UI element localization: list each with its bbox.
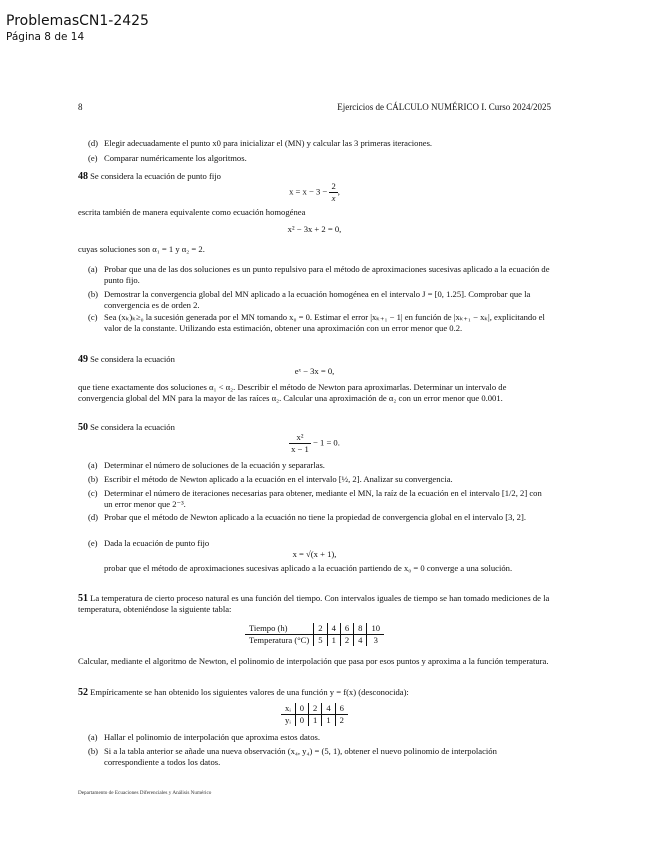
problem-50-fixed-point-text: probar que el método de aproximaciones sucesivas aplicado a la ecuación partiendo de x₀ = 0 converge a una solución. [104,563,513,573]
problem-52-intro: 52 Empíricamente se han obtenido los siguientes valores de una función y = f(x) (desconocida): [78,687,409,698]
problem-50-item-a: (a) Determinar el número de soluciones de la ecuación y separarlas. [88,460,325,470]
problem-50-item-d: (d) Probar que el método de Newton aplicado a la ecuación no tiene la propiedad de convergencia global en el intervalo [3, 2]. [88,512,526,522]
problem-48-intro: 48 Se considera la ecuación de punto fijo [78,171,221,182]
running-head [78,102,551,113]
problem-49-intro: 49 Se considera la ecuación [78,354,175,365]
problem-49-equation: eˣ − 3x = 0, [294,366,335,376]
problem-51-intro: 51 La temperatura de cierto proceso natural es una función del tiempo. Con intervalos iguales de tiempo se han tomado mediciones de la temperatura, obteniéndose la siguiente tabla: [78,593,550,614]
page-indicator: Página 8 de 14 [6,31,85,43]
problem-48-equation: x = x − 3 − $\frac{2}{x}$ , [289,181,340,203]
problem-50-equation: $\frac{\text{x²}}{x - 1}$ − 1 = 0. [291,432,340,454]
page-footer: Departamento de Ecuaciones Diferenciales y Análisis Numérico [78,790,212,796]
problem-48-item-a: (a) Probar que una de las dos soluciones es un punto repulsivo para el método de aproximaciones sucesivas aplicado a la ecuación de punto fijo. [88,264,550,285]
problem-49-text2: que tiene exactamente dos soluciones α₁ < α₂. Describir el método de Newton para aproximarlas. Determinar un intervalo de convergencia global del MN para la mayor de las raíces α₂. Calcular una aproximación de α₂ con un error menor que 0.001. [78,382,507,403]
page-number: 8 [78,102,83,112]
problem-48-item-b: (b) Demostrar la convergencia global del MN aplicado a la ecuación homogénea en el intervalo J = [0, 1.25]. Comprobar que la convergencia es de orden 2. [88,289,531,310]
running-title: Ejercicios de CÁLCULO NUMÉRICO I. Curso 2024/2025 [337,102,551,112]
problem-52-item-b: (b) Si a la tabla anterior se añade una nueva observación (x₄, y₄) = (5, 1), obtener el nuevo polinomio de interpolación correspondiente a todos los datos. [88,746,497,767]
problem-48-text3: cuyas soluciones son α₁ = 1 y α₂ = 2. [78,244,205,254]
viewer-header [6,12,149,44]
prev-item-d: (d) Elegir adecuadamente el punto x0 para inicializar el (MN) y calcular las 3 primeras iteraciones. [88,138,433,148]
problem-50-intro: 50 Se considera la ecuación [78,422,175,433]
problem-48-item-c: (c) Sea (xₖ)ₖ≥₀ la sucesión generada por el MN tomando x₀ = 0. Estimar el error |xₖ₊₁ − 1| en función de |xₖ₊₁ − xₖ|, explicitando el valor de la constante. Utilizando esta estimación, obtener una aproximación con un error menor que 0.2. [88,312,545,333]
problem-52-table: xᵢ 0 2 4 6 yᵢ 0 1 1 2 [78,703,551,726]
problem-50-item-e: (e) Dada la ecuación de punto fijo [88,538,210,548]
problem-48-text2: escrita también de manera equivalente como ecuación homogénea [78,207,306,217]
problem-52-item-a: (a) Hallar el polinomio de interpolación que aproxima estos datos. [88,732,320,742]
problem-number: 52 [78,687,88,698]
problem-51-text2: Calcular, mediante el algoritmo de Newton, el polinomio de interpolación que pasa por esos puntos y aproxima a la función temperatura. [78,656,549,666]
problem-50-item-b: (b) Escribir el método de Newton aplicado a la ecuación en el intervalo [½, 2]. Analizar su convergencia. [88,474,453,484]
problem-number: 48 [78,171,88,182]
problem-50-item-c: (c) Determinar el número de iteraciones necesarias para obtener, mediante el MN, la raíz de la ecuación en el intervalo [1/2, 2] con un error menor que 2⁻³. [88,488,542,509]
problem-number: 49 [78,354,88,365]
document-title: ProblemasCN1-2425 [6,13,149,29]
problem-48-equation2: x² − 3x + 2 = 0, [287,224,342,234]
problem-51-table: Tiempo (h) 2 4 6 8 10 Temperatura (°C) 5 1 2 4 3 [78,623,551,646]
problem-number: 51 [78,593,88,604]
prev-item-e: (e) Comparar numéricamente los algoritmos. [88,153,247,163]
problem-number: 50 [78,422,88,433]
problem-50-fixed-point-equation: x = √(x + 1), [292,549,337,559]
